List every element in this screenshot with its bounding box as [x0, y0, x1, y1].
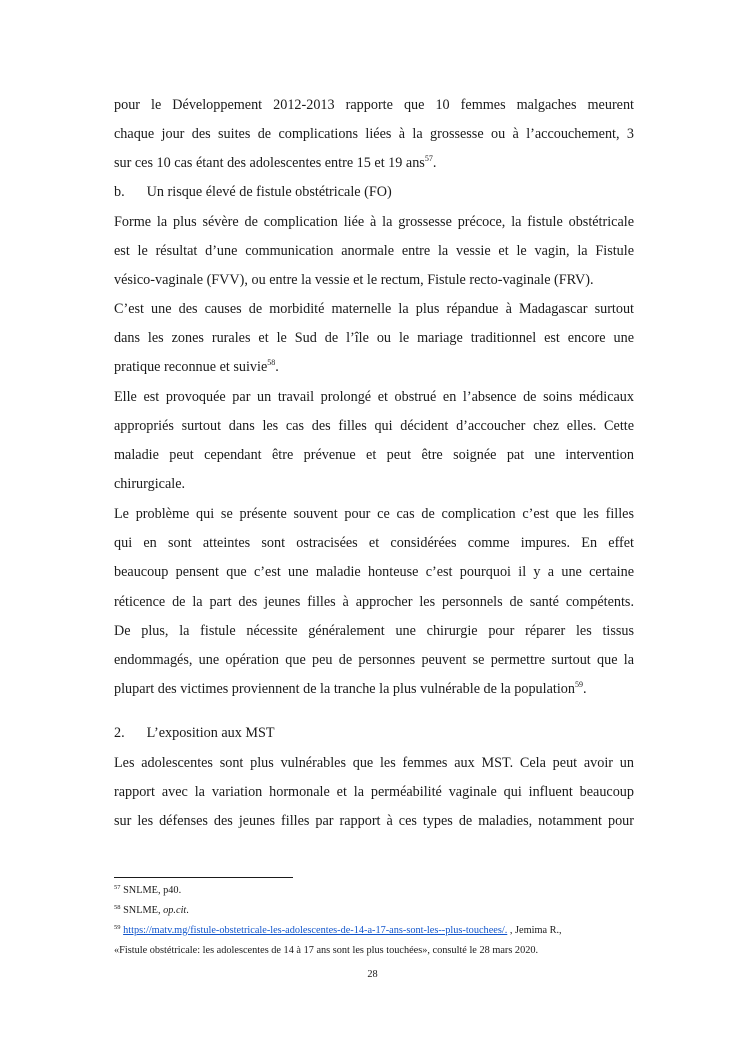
body-text: .: [432, 155, 437, 171]
footnote-separator: [114, 877, 293, 878]
body-line: réticence de la part des jeunes filles à approcher les personnels de santé compétents.: [114, 594, 634, 610]
body-text: .: [582, 681, 587, 697]
body-line: Les adolescentes sont plus vulnérables que les femmes aux MST. Cela peut avoir un: [114, 755, 634, 771]
footnote-ref-57[interactable]: 57: [424, 154, 433, 163]
body-line: qui en sont atteintes sont ostracisées et considérées comme impures. En effet: [114, 535, 634, 551]
body-line: dans les zones rurales et le Sud de l’île ou le mariage traditionnel est encore une: [114, 330, 634, 346]
footnote-58: [114, 904, 189, 917]
body-line: est le résultat d’une communication anormale entre la vessie et le vagin, la Fistule: [114, 243, 634, 259]
footnote-number: 57: [114, 884, 121, 891]
body-line: chaque jour des suites de complications liées à la grossesse ou à l’accouchement, 3: [114, 126, 634, 142]
heading-title: L’exposition aux MST: [146, 725, 275, 741]
body-line: sur les défenses des jeunes filles par rapport à ces types de maladies, notamment pour: [114, 813, 634, 829]
subheading-b: [114, 183, 634, 201]
body-line: Forme la plus sévère de complication liée à la grossesse précoce, la fistule obstétricale: [114, 214, 634, 230]
body-line: C’est une des causes de morbidité maternelle la plus répandue à Madagascar surtout: [114, 301, 634, 317]
body-line: [114, 680, 634, 698]
heading-number: 2.: [114, 725, 125, 741]
body-line: beaucoup pensent que c’est une maladie honteuse c’est pourquoi il y a une certaine: [114, 564, 634, 580]
body-line: endommagés, une opération que peu de personnes peuvent se permettre surtout que la: [114, 652, 634, 668]
footnote-59-continuation: «Fistule obstétricale: les adolescentes de 14 à 17 ans sont les plus touchées», consulté le 28 mars 2020.: [114, 945, 539, 956]
footnote-ref-58[interactable]: 58: [267, 358, 276, 367]
footnote-text: , Jemima R.,: [507, 925, 562, 936]
body-text: plupart des victimes proviennent de la tranche la plus vulnérable de la population: [114, 681, 575, 697]
footnote-number: 59: [114, 924, 121, 931]
footnote-italic: op.cit: [163, 905, 187, 916]
body-line: maladie peut cependant être prévenue et peut être soignée pat une intervention: [114, 447, 634, 463]
body-line: [114, 358, 634, 376]
footnote-59: [114, 924, 562, 937]
section-heading-2: [114, 724, 634, 742]
body-line: pour le Développement 2012-2013 rapporte que 10 femmes malgaches meurent: [114, 97, 634, 113]
body-text: .: [275, 359, 279, 375]
footnote-text: SNLME, p40.: [120, 885, 182, 896]
subheading-title: Un risque élevé de fistule obstétricale (FO): [146, 184, 392, 200]
body-line: De plus, la fistule nécessite généralement une chirurgie pour réparer les tissus: [114, 623, 634, 639]
body-line: chirurgicale.: [114, 476, 186, 492]
footnote-link[interactable]: https://matv.mg/fistule-obstetricale-les-adolescentes-de-14-a-17-ans-sont-les--plus-touchees/.: [123, 925, 508, 936]
footnote-57: [114, 884, 181, 897]
subheading-number: b.: [114, 184, 125, 200]
body-text: pratique reconnue et suivie: [114, 359, 268, 375]
footnote-text: SNLME,: [120, 905, 164, 916]
body-line: Le problème qui se présente souvent pour ce cas de complication c’est que les filles: [114, 506, 634, 522]
page-number: 28: [367, 969, 378, 980]
body-line: [114, 154, 634, 172]
body-line: appropriés surtout dans les cas des filles qui décident d’accoucher chez elles. Cette: [114, 418, 634, 434]
body-line: rapport avec la variation hormonale et la perméabilité vaginale qui influent beaucoup: [114, 784, 634, 800]
footnote-text: .: [186, 905, 189, 916]
body-line: Elle est provoquée par un travail prolongé et obstrué en l’absence de soins médicaux: [114, 389, 634, 405]
body-line: vésico-vaginale (FVV), ou entre la vessie et le rectum, Fistule recto-vaginale (FRV).: [114, 272, 594, 288]
footnote-ref-59[interactable]: 59: [574, 680, 583, 689]
footnote-number: 58: [114, 904, 121, 911]
body-text: sur ces 10 cas étant des adolescentes entre 15 et 19 ans: [114, 155, 425, 171]
